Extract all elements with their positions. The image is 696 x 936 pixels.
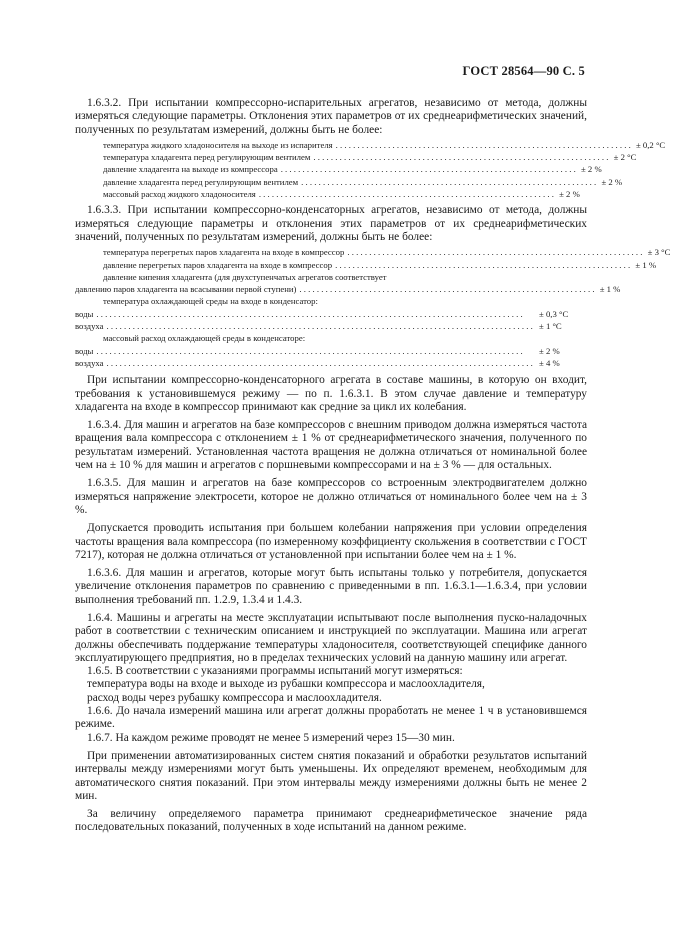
- clause-1-6-5: 1.6.5. В соответствии с указаниями программы испытаний могут измеряться:: [87, 665, 463, 678]
- tolerance-row: давление хладагента на выходе из компрессора .................................................................... ± 2 %: [103, 164, 602, 175]
- row-heading: давление кипения хладагента (для двухступенчатых агрегатов соответствует: [103, 271, 387, 282]
- clause-1-6-3-5: 1.6.3.5. Для машин и агрегатов на базе компрессоров со встроенным электродвигателем должно измеряться напряжение электросети, которое не должно отличаться от номинального более чем на ± 3 %.: [75, 477, 587, 516]
- row-heading: температура охлаждающей среды на входе в конденсатор:: [103, 296, 318, 307]
- clause-1-6-6: 1.6.6. До начала измерений машина или агрегат должны проработать не менее 1 ч в установившемся режиме.: [75, 705, 587, 731]
- tolerance-row: температура хладагента перед регулирующим вентилем .................................................................... ± 2 °C: [103, 152, 637, 163]
- paragraph: При применении автоматизированных систем снятия показаний и обработки результатов испытаний интервалы между измерениями могут быть уменьшены. Их определяют временем, необходимым для автоматического снятия показаний. При этом интервалы между измерениями должны быть не менее 2 мин.: [75, 749, 587, 802]
- leader-dots: ..................................................................................................: [106, 321, 535, 332]
- clause-1-6-3-2: 1.6.3.2. При испытании компрессорно-испарительных агрегатов, независимо от метода, должны измеряться следующие параметры. Отклонения этих параметров от их среднеарифметических значений, полученных по результатам измерений, должны быть не более:: [75, 97, 587, 136]
- paragraph: температура воды на входе и выходе из рубашки компрессора и маслоохладителя,: [87, 678, 485, 691]
- row-heading: массовый расход охлаждающей среды в конденсаторе:: [103, 333, 306, 344]
- tolerance-row: массовый расход жидкого хладоносителя .................................................................... ± 2 %: [103, 189, 580, 200]
- paragraph: расход воды через рубашку компрессора и маслоохладителя.: [87, 691, 382, 704]
- tolerance-row: воздуха .................................................................................................. ± 4 %: [75, 357, 560, 368]
- tolerance-row: температура жидкого хладоносителя на выходе из испарителя .................................................................... ± 0,2 °C: [103, 139, 666, 150]
- leader-dots: ....................................................................: [347, 247, 645, 258]
- leader-dots: ....................................................................: [335, 259, 633, 270]
- tolerance-row: воздуха .................................................................................................. ± 1 °C: [75, 321, 562, 332]
- tolerance-row: давление перегретых паров хладагента на входе в компрессор .................................................................... ± 1 %: [103, 259, 657, 270]
- tolerance-row: давление хладагента перед регулирующим вентилем .................................................................... ± 2 %: [103, 176, 623, 187]
- leader-dots: ..................................................................................................: [96, 308, 525, 319]
- paragraph: За величину определяемого параметра принимают среднеарифметическое значение ряда последовательных показаний, полученных в ходе испытаний на данном режиме.: [75, 808, 587, 834]
- leader-dots: ....................................................................: [301, 176, 599, 187]
- clause-1-6-3-6: 1.6.3.6. Для машин и агрегатов, которые могут быть испытаны только у потребителя, допускается увеличение отклонения параметров по сравнению с приведенными в пп. 1.6.3.1—1.6.3.4, при условии выполнения требований пп. 1.2.9, 1.3.4 и 1.4.3.: [75, 567, 587, 606]
- leader-dots: ....................................................................: [313, 152, 611, 163]
- clause-1-6-4: 1.6.4. Машины и агрегаты на месте эксплуатации испытывают после выполнения пуско-наладочных работ в соответствии с техническим описанием и инструкцией по эксплуатации. Машина или агрегат должны обеспечивать поддержание температуры хладоносителя, соответствующей специфике данного эксплуатирующего предприятия, но в пределах технических условий на данную машину или агрегат.: [75, 611, 587, 664]
- paragraph: При испытании компрессорно-конденсаторного агрегата в составе машины, в которую он входит, требования к установившемуся режиму — по п. 1.6.3.1. В этом случае давление и температуру хладагента на входе в компрессор принимают как средние за цикл их колебания.: [75, 374, 587, 413]
- leader-dots: ....................................................................: [335, 139, 633, 150]
- clause-1-6-3-4: 1.6.3.4. Для машин и агрегатов на базе компрессоров с внешним приводом должна измеряться частота вращения вала компрессора с отклонением ± 1 % от среднеарифметического значения, полученного по результатам измерений. Установленная частота вращения не должна отличаться от номинальной более чем на ± 10 % для машин и агрегатов с поршневыми компрессорами и на ± 3 % — для остальных.: [75, 419, 587, 472]
- leader-dots: ..................................................................................................: [106, 357, 535, 368]
- leader-dots: ....................................................................: [299, 284, 597, 295]
- clause-1-6-3-3: 1.6.3.3. При испытании компрессорно-конденсаторных агрегатов, независимо от метода, должны измеряться следующие параметры и отклонения этих параметров от их среднеарифметических значений, полученных по результатам измерений, должны быть не более:: [75, 204, 587, 243]
- tolerance-row: воды .................................................................................................. ± 0,3 °C: [75, 308, 569, 319]
- tolerance-table-condenser: [75, 246, 671, 369]
- page-header: ГОСТ 28564—90 С. 5: [462, 64, 585, 78]
- document-body: [75, 97, 671, 835]
- leader-dots: ....................................................................: [258, 189, 557, 200]
- tolerance-row: давлению паров хладагента на всасывании первой ступени) .................................................................... ± 1 %: [75, 284, 621, 295]
- tolerance-row: температура перегретых паров хладагента на входе в компрессор .................................................................... ± 3 °C: [103, 247, 671, 258]
- tolerance-table-evaporator: [103, 139, 666, 200]
- clause-1-6-7: 1.6.7. На каждом режиме проводят не менее 5 измерений через 15—30 мин.: [87, 731, 455, 744]
- paragraph: Допускается проводить испытания при большем колебании напряжения при условии определения частоты вращения вала компрессора (по измеренному коэффициенту скольжения в соответствии с ГОСТ 7217), которая не должна отличаться от установленной при испытании более чем на ± 1 %.: [75, 522, 587, 561]
- leader-dots: ....................................................................: [280, 164, 578, 175]
- leader-dots: ..................................................................................................: [96, 345, 525, 356]
- tolerance-row: воды .................................................................................................. ± 2 %: [75, 345, 560, 356]
